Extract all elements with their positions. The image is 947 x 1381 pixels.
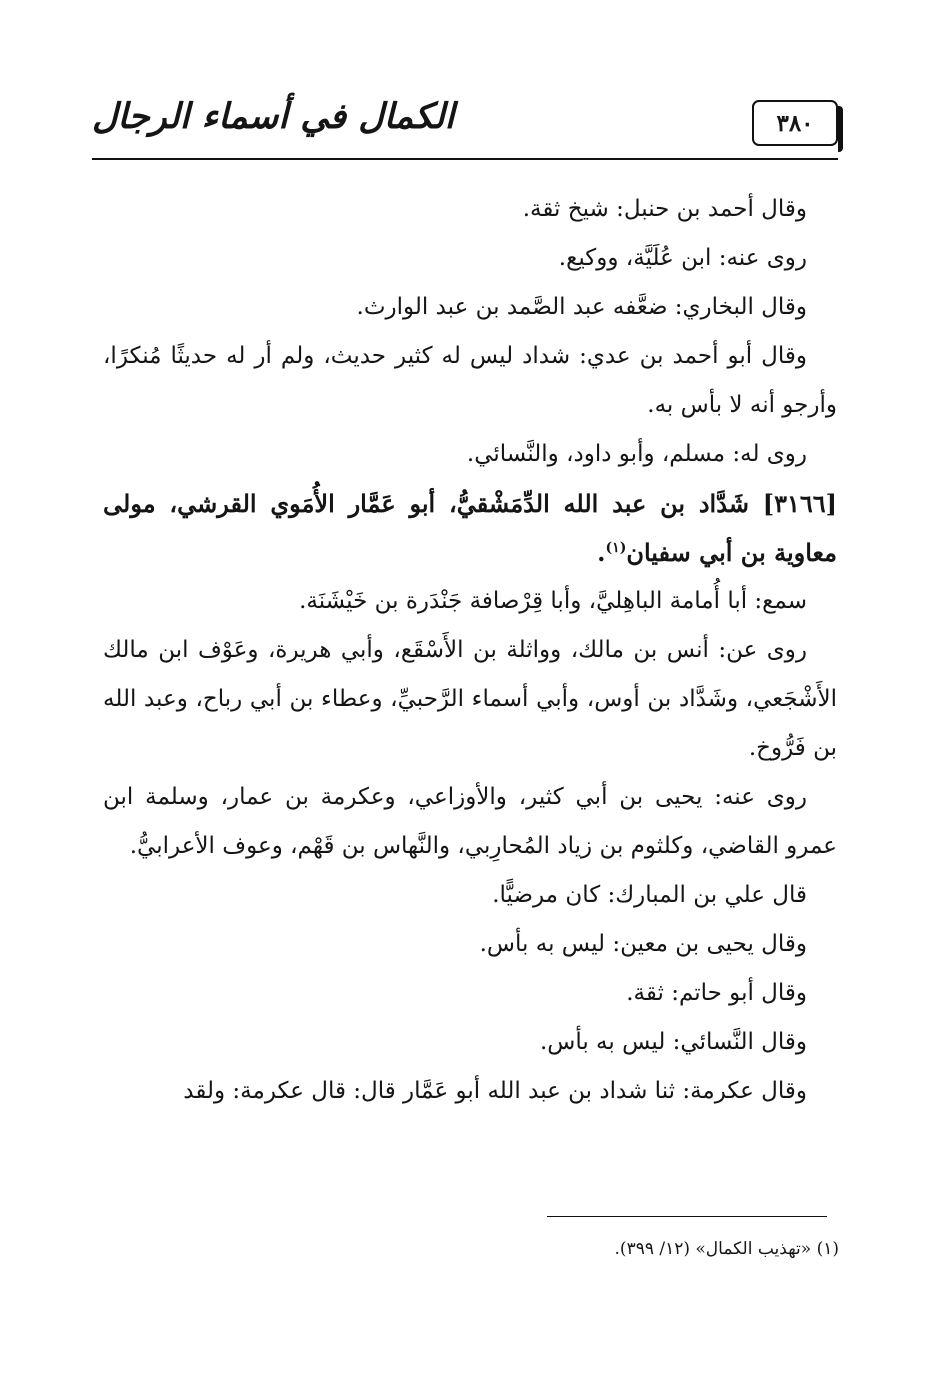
entry-heading-end: . (597, 538, 606, 567)
paragraph: قال علي بن المبارك: كان مرضيًّا. (492, 882, 807, 908)
footnote-marker: (١) (605, 540, 627, 556)
entry-heading-text: [٣١٦٦] شَدَّاد بن عبد الله الدِّمَشْقيُّ، أبو عَمَّار الأُمَوي القرشي، مولى معاوية بن أبي سفيان (103, 489, 837, 567)
page-body (103, 185, 837, 1116)
paragraph: وقال أبو حاتم: ثقة. (626, 980, 807, 1006)
entry-heading (103, 479, 837, 577)
paragraph: روى له: مسلم، وأبو داود، والنَّسائي. (466, 441, 807, 467)
page-number: ٣٨٠ (752, 100, 838, 146)
paragraph: وقال أحمد بن حنبل: شيخ ثقة. (522, 196, 807, 222)
paragraph: روى عنه: ابن عُلَيَّة، ووكيع. (558, 245, 807, 271)
header-rule (92, 158, 838, 160)
paragraph: وقال عكرمة: ثنا شداد بن عبد الله أبو عَمَّار قال: قال عكرمة: ولقد (183, 1078, 807, 1104)
paragraph: وقال البخاري: ضعَّفه عبد الصَّمد بن عبد الوارث. (356, 294, 807, 320)
paragraph: روى عن: أنس بن مالك، وواثلة بن الأَسْقَع، وأبي هريرة، وعَوْف ابن مالك الأَشْجَعي، وشَدَّاد بن أوس، وأبي أسماء الرَّحبيِّ، وعطاء بن أبي رباح، وعبد الله بن فَرُّوخ. (103, 637, 837, 761)
footnote-rule (547, 1216, 827, 1217)
page-header (92, 92, 838, 160)
paragraph: وقال النَّسائي: ليس به بأس. (539, 1029, 807, 1055)
paragraph: وقال يحيى بن معين: ليس به بأس. (479, 931, 807, 957)
paragraph: روى عنه: يحيى بن أبي كثير، والأوزاعي، وعكرمة بن عمار، وسلمة ابن عمرو القاضي، وكلثوم بن زياد المُحارِبي، والنَّهاس بن قَهْم، وعوف الأعرابيُّ. (103, 784, 837, 859)
book-title: الكمال في أسماء الرجال (92, 96, 455, 137)
footnote: (١) «تهذيب الكمال» (١٢/ ٣٩٩). (614, 1239, 839, 1259)
paragraph: سمع: أبا أُمامة الباهِليَّ، وأبا قِرْصافة جَنْدَرة بن خَيْشَنَة. (299, 588, 807, 614)
paragraph: وقال أبو أحمد بن عدي: شداد ليس له كثير حديث، ولم أر له حديثًا مُنكرًا، وأرجو أنه لا بأس به. (103, 343, 837, 418)
